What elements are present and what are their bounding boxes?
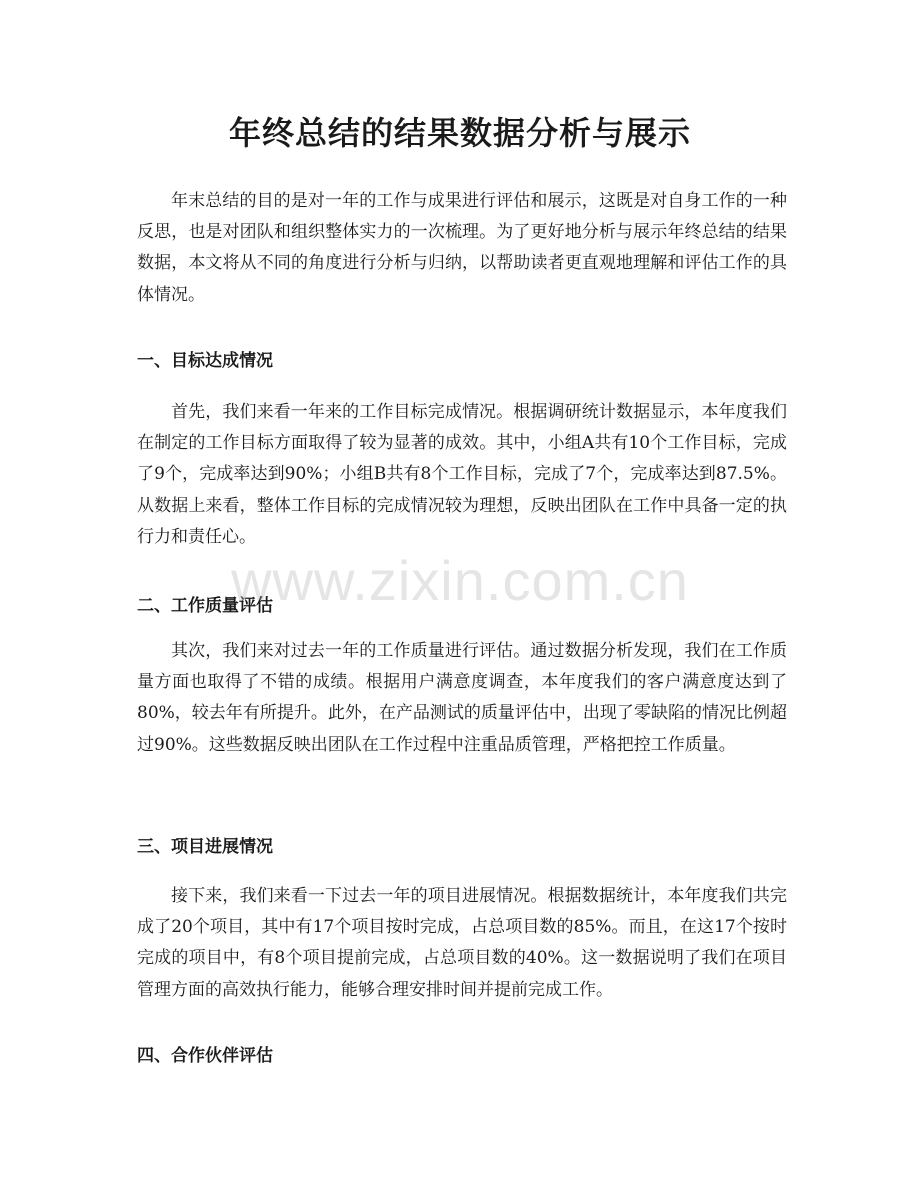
intro-paragraph: 年末总结的目的是对一年的工作与成果进行评估和展示，这既是对自身工作的一种反思，也是对团队和组织整体实力的一次梳理。为了更好地分析与展示年终总结的结果数据，本文将从不同的角度进行分析与归纳，以帮助读者更直观地理解和评估工作的具体情况。 (137, 191, 787, 305)
document-title: 年终总结的结果数据分析与展示 (228, 114, 691, 152)
watermark: www.zixin.com.cn (231, 549, 689, 612)
section-body-quality: 其次，我们来对过去一年的工作质量进行评估。通过数据分析发现，我们在工作质量方面也取得了不错的成绩。根据用户满意度调查，本年度我们的客户满意度达到了80%，较去年有所提升。此外，在产品测试的质量评估中，出现了零缺陷的情况比例超过90%。这些数据反映出团队在工作过程中注重品质管理，严格把控工作质量。 (137, 641, 787, 755)
section-body-projects: 接下来，我们来看一下过去一年的项目进展情况。根据数据统计，本年度我们共完成了20个项目，其中有17个项目按时完成，占总项目数的85%。而且，在这17个按时完成的项目中，有8个项目提前完成，占总项目数的40%。这一数据说明了我们在项目管理方面的高效执行能力，能够合理安排时间并提前完成工作。 (137, 886, 787, 1000)
section-heading-projects: 三、项目进展情况 (137, 837, 273, 857)
section-heading-quality: 二、工作质量评估 (137, 596, 273, 616)
section-heading-goals: 一、目标达成情况 (137, 351, 273, 371)
section-heading-partners: 四、合作伙伴评估 (137, 1046, 273, 1066)
section-body-goals: 首先，我们来看一年来的工作目标完成情况。根据调研统计数据显示，本年度我们在制定的工作目标方面取得了较为显著的成效。其中，小组A共有10个工作目标，完成了9个，完成率达到90%；小组B共有8个工作目标，完成了7个，完成率达到87.5%。从数据上来看，整体工作目标的完成情况较为理想，反映出团队在工作中具备一定的执行力和责任心。 (137, 402, 787, 547)
